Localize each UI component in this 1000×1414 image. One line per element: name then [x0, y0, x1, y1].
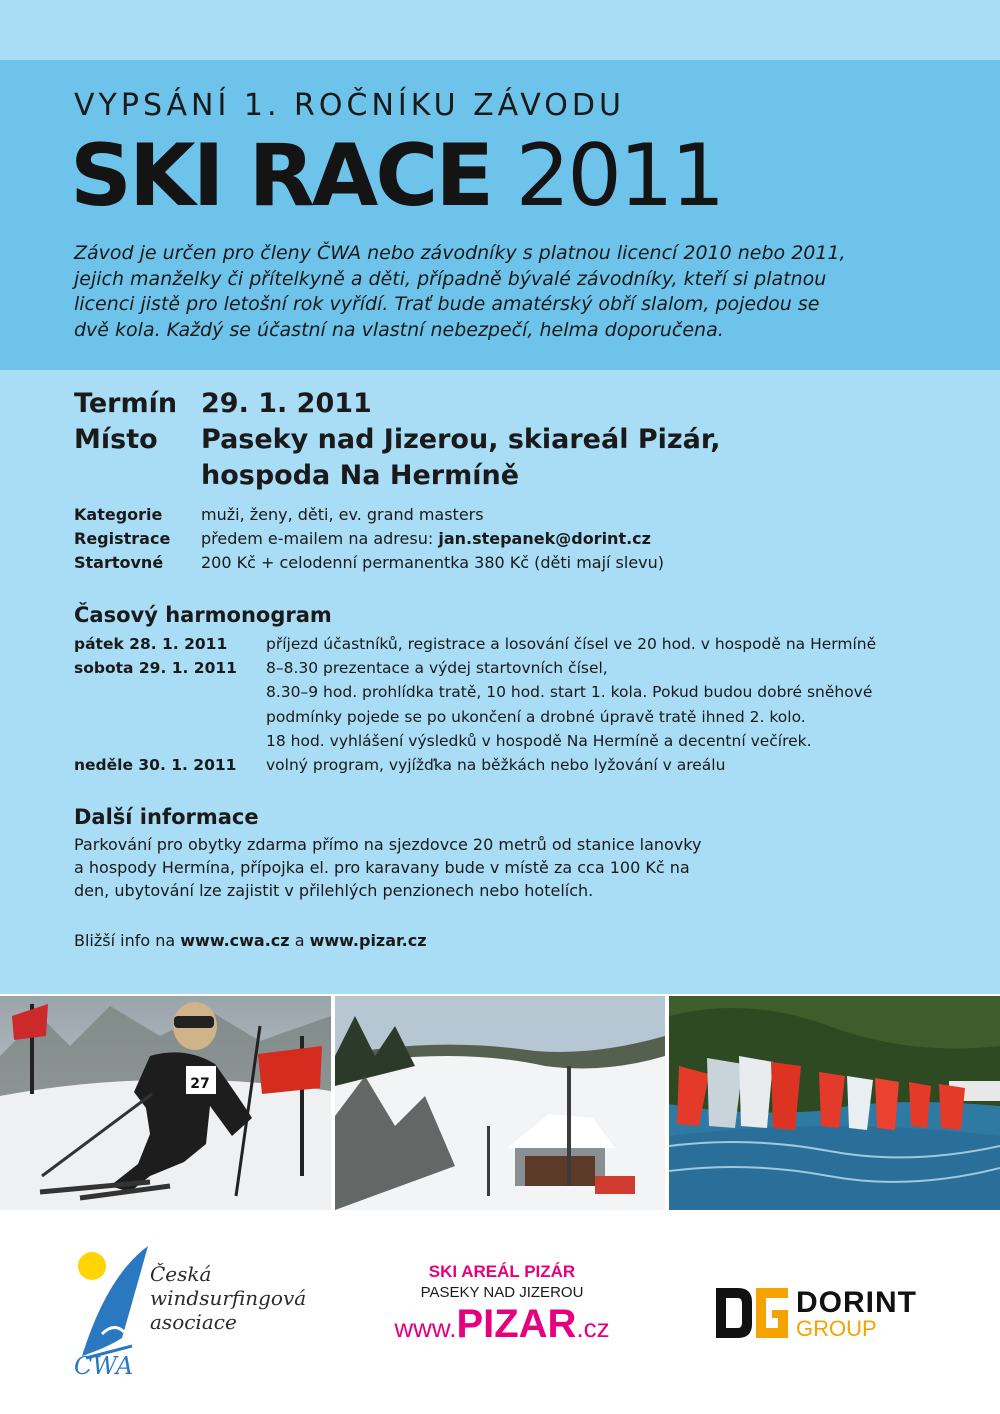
schedule-text: volný program, vyjížďka na běžkách nebo lyžování v areálu	[266, 756, 726, 774]
cwa-line2: windsurfingová	[150, 1286, 307, 1310]
schedule-day: pátek 28. 1. 2011	[74, 635, 228, 653]
skier-photo	[0, 996, 331, 1210]
more-info-text	[74, 833, 701, 902]
title-bold: SKI RACE	[70, 126, 492, 226]
pizar-line1: SKI AREÁL PIZÁR	[428, 1262, 576, 1281]
startovne-label: Startovné	[74, 553, 164, 572]
cwa-abbr: ČWA	[74, 1352, 134, 1380]
pizar-logo	[362, 1262, 642, 1362]
intro-line: dvě kola. Každý se účastní na vlastní nebezpečí, helma doporučena.	[74, 318, 724, 341]
termin-label: Termín	[74, 388, 178, 419]
registrace-email[interactable]: jan.stepanek@dorint.cz	[438, 529, 651, 548]
misto-value-1: Paseky nad Jizerou, skiareál Pizár,	[201, 424, 721, 455]
dorint-name: DORINT	[796, 1286, 917, 1319]
title-year: 2011	[515, 126, 723, 226]
more-info-line: Parkování pro obytky zdarma přímo na sjezdovce 20 metrů od stanice lanovky	[74, 835, 702, 854]
top-band	[0, 0, 1000, 60]
schedule-text: příjezd účastníků, registrace a losování čísel ve 20 hod. v hospodě na Hermíně	[266, 635, 877, 653]
more-info-line: den, ubytování lze zajistit v přilehlých penzionech nebo hotelích.	[74, 881, 594, 900]
intro-text	[74, 241, 846, 343]
cwa-line1: Česká	[150, 1262, 212, 1286]
registrace-label: Registrace	[74, 529, 171, 548]
registrace-prefix: předem e-mailem na adresu:	[201, 529, 439, 548]
dorint-logo	[716, 1284, 956, 1344]
schedule-day: sobota 29. 1. 2011	[74, 659, 237, 677]
link-pizar[interactable]: www.pizar.cz	[309, 931, 427, 950]
dorint-dg-mark	[716, 1284, 790, 1342]
links-mid: a	[289, 931, 310, 950]
more-info-line: a hospody Hermína, přípojka el. pro karavany bude v místě za cca 100 Kč na	[74, 858, 690, 877]
schedule-text: podmínky pojede se po ukončení a drobné úpravě tratě ihned 2. kolo.	[266, 708, 806, 726]
link-cwa[interactable]: www.cwa.cz	[180, 931, 290, 950]
event-title	[70, 126, 722, 226]
windsurf-photo	[669, 996, 1000, 1210]
registrace-value	[201, 529, 651, 548]
more-info-heading: Další informace	[74, 805, 259, 829]
pizar-name: PIZAR	[456, 1302, 577, 1346]
skier-bib: 27	[190, 1076, 210, 1092]
kategorie-label: Kategorie	[74, 505, 163, 524]
pizar-www: www.	[394, 1313, 457, 1343]
startovne-value: 200 Kč + celodenní permanentka 380 Kč (děti mají slevu)	[201, 553, 665, 572]
intro-line: jejich manželky či přítelkyně a děti, případně bývalé závodníky, kteří si platnou	[74, 267, 827, 290]
dorint-group: GROUP	[796, 1316, 877, 1341]
more-info-links	[74, 931, 427, 950]
schedule-day: neděle 30. 1. 2011	[74, 756, 237, 774]
termin-value: 29. 1. 2011	[201, 388, 372, 419]
misto-label: Místo	[74, 424, 158, 455]
schedule-heading: Časový harmonogram	[74, 603, 332, 627]
schedule-text: 18 hod. vyhlášení výsledků v hospodě Na Hermíně a decentní večírek.	[266, 732, 812, 750]
intro-line: Závod je určen pro členy ČWA nebo závodníky s platnou licencí 2010 nebo 2011,	[74, 242, 846, 264]
links-prefix: Bližší info na	[74, 931, 181, 950]
pizar-web	[362, 1302, 642, 1347]
resort-photo	[335, 996, 665, 1210]
kategorie-value: muži, ženy, děti, ev. grand masters	[201, 505, 484, 524]
intro-line: licenci jistě pro letošní rok vyřídí. Trať bude amatérský obří slalom, pojedou se	[74, 293, 820, 315]
cwa-line3: asociace	[150, 1310, 237, 1334]
cwa-logo	[62, 1236, 342, 1386]
pizar-line2: PASEKY NAD JIZEROU	[420, 1284, 584, 1301]
event-subtitle: VYPSÁNÍ 1. ROČNÍKU ZÁVODU	[74, 88, 625, 123]
cwa-name	[150, 1262, 306, 1334]
pizar-tld: .cz	[576, 1313, 610, 1343]
schedule-text: 8.30–9 hod. prohlídka tratě, 10 hod. start 1. kola. Pokud budou dobré sněhové	[266, 683, 873, 701]
misto-value-2: hospoda Na Hermíně	[201, 460, 520, 491]
schedule-text: 8–8.30 prezentace a výdej startovních čísel,	[266, 659, 608, 677]
